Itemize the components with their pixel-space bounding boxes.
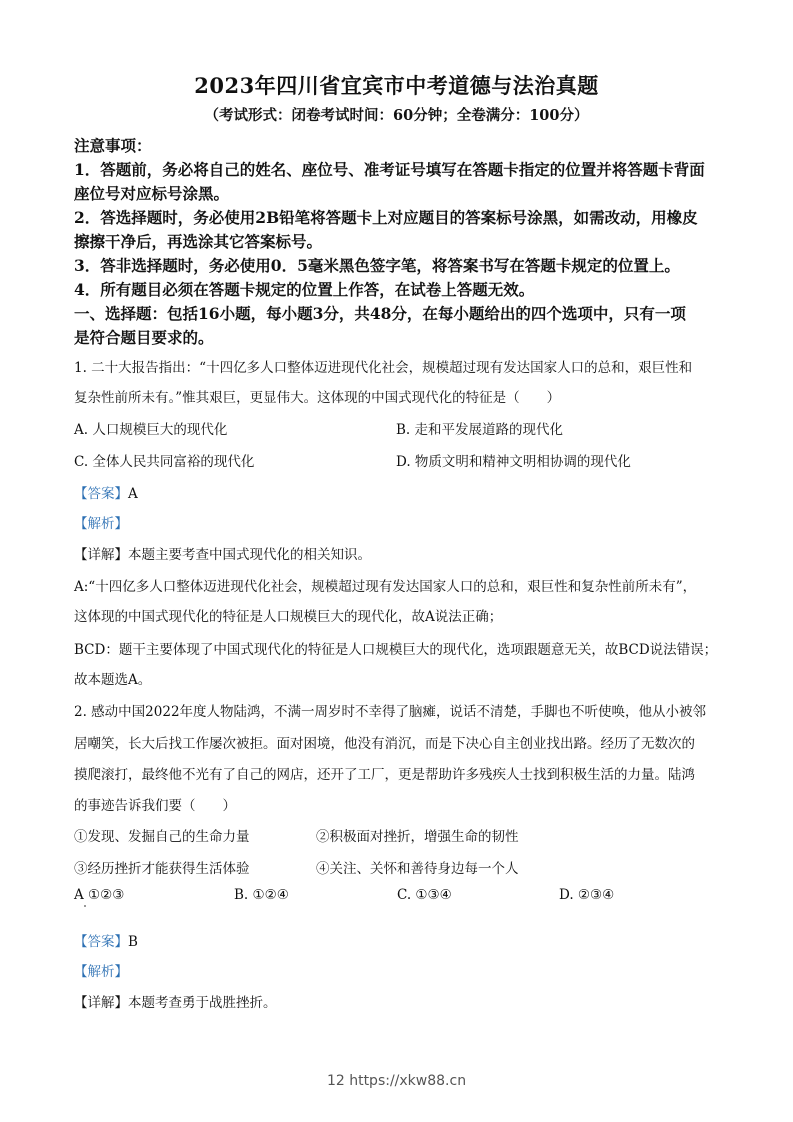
note-1-line-1: 1．答题前，务必将自己的姓名、座位号、准考证号填写在答题卡指定的位置并将答题卡背面 — [74, 160, 705, 179]
q1-option-c: C. 全体人民共同富裕的现代化 — [74, 454, 255, 470]
q2-analysis-tag: 【解析】 — [74, 964, 128, 980]
q1-explanation-line-1: A:“十四亿多人口整体迈进现代化社会，规模超过现有发达国家人口的总和，艰巨性和复杂性前所未有”， — [74, 579, 697, 595]
exam-info-subtitle: （考试形式：闭卷考试时间：60分钟；全卷满分：100分） — [204, 107, 589, 124]
answer-tag: 【答案】 — [74, 934, 128, 950]
q2-option-b: B. ①②④ — [234, 887, 289, 903]
answer-tag: 【答案】 — [74, 486, 128, 502]
q1-option-d: D. 物质文明和精神文明相协调的现代化 — [396, 454, 631, 470]
q2-option-d: D. ②③④ — [559, 887, 615, 903]
section-heading-line-2: 是符合题目要求的。 — [74, 328, 214, 347]
q1-stem-line-1: 1. 二十大报告指出：“十四亿多人口整体迈进现代化社会，规模超过现有发达国家人口的总和，艰巨性和 — [74, 360, 693, 376]
notes-heading: 注意事项： — [74, 136, 152, 155]
note-3: 3．答非选择题时，务必使用0．5毫米黑色签字笔，将答案书写在答题卡规定的位置上。 — [74, 256, 680, 275]
q2-statement-2: ②积极面对挫折，增强生命的韧性 — [316, 829, 519, 845]
answer-value: A — [128, 486, 138, 502]
note-4: 4．所有题目必须在答题卡规定的位置上作答，在试卷上答题无效。 — [74, 280, 535, 299]
q1-explanation-line-4: 故本题选A。 — [74, 672, 152, 688]
page-title: 2023年四川省宜宾市中考道德与法治真题 — [194, 73, 599, 98]
q2-statement-1: ①发现、发掘自己的生命力量 — [74, 829, 250, 845]
q1-detail: 【详解】本题主要考查中国式现代化的相关知识。 — [74, 547, 371, 563]
page-footer: 12 https://xkw88.cn — [326, 1073, 467, 1089]
note-1-line-2: 座位号对应标号涂黑。 — [74, 184, 230, 203]
q2-stem-line-3: 摸爬滚打，最终他不光有了自己的网店，还开了工厂，更是帮助许多残疾人士找到积极生活的力量。陆鸿 — [74, 767, 695, 783]
q2-detail: 【详解】本题考查勇于战胜挫折。 — [74, 995, 277, 1011]
q2-stem-line-1: 2. 感动中国2022年度人物陆鸿，不满一周岁时不幸得了脑瘫，说话不清楚，手脚也不听使唤，他从小被邻 — [74, 704, 707, 720]
q2-option-c: C. ①③④ — [397, 887, 452, 903]
q2-option-a: A ①②③ — [74, 887, 125, 903]
answer-value: B — [128, 934, 138, 950]
q1-option-a: A. 人口规模巨大的现代化 — [74, 422, 228, 438]
note-2-line-1: 2．答选择题时，务必使用2B铅笔将答题卡上对应题目的答案标号涂黑，如需改动，用橡皮 — [74, 208, 698, 227]
q2-statement-4: ④关注、关怀和善待身边每一个人 — [316, 861, 519, 877]
q1-stem-line-2: 复杂性前所未有。”惟其艰巨，更显伟大。这体现的中国式现代化的特征是（ ） — [74, 390, 561, 406]
section-heading-line-1: 一、选择题：包括16小题，每小题3分，共48分，在每小题给出的四个选项中，只有一项 — [74, 304, 686, 323]
note-2-line-2: 擦擦干净后，再选涂其它答案标号。 — [74, 232, 323, 251]
scan-dot — [84, 905, 86, 907]
q2-stem-line-4: 的事迹告诉我们要（ ） — [74, 798, 236, 814]
q2-answer — [74, 930, 734, 950]
q1-analysis-tag: 【解析】 — [74, 516, 128, 532]
q1-answer — [74, 482, 734, 502]
q2-stem-line-2: 居嘲笑，长大后找工作屡次被拒。面对困境，他没有消沉，而是下决心自主创业找出路。经历了无数次的 — [74, 736, 695, 752]
q2-statement-3: ③经历挫折才能获得生活体验 — [74, 861, 250, 877]
q1-option-b: B. 走和平发展道路的现代化 — [396, 422, 564, 438]
q1-explanation-line-2: 这体现的中国式现代化的特征是人口规模巨大的现代化，故A说法正确； — [74, 609, 503, 625]
q1-explanation-line-3: BCD：题干主要体现了中国式现代化的特征是人口规模巨大的现代化，选项跟题意无关，故BCD说法错误； — [74, 642, 718, 658]
